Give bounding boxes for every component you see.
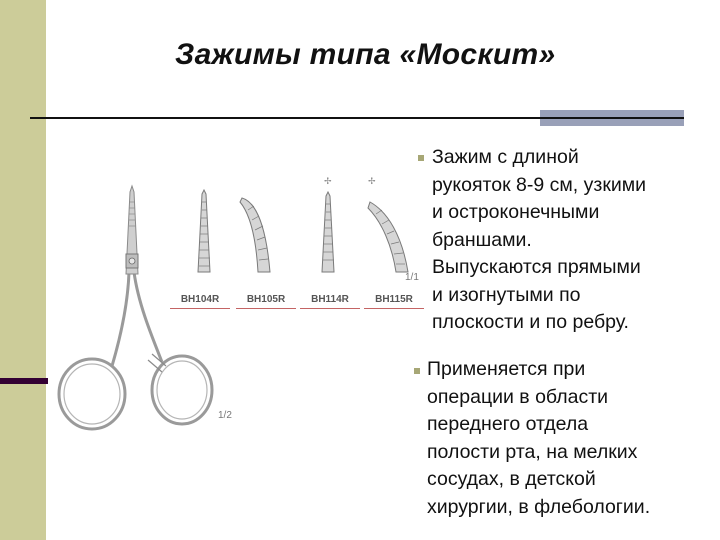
paragraph-line: Выпускаются прямыми <box>432 256 641 278</box>
tip-label: BH105R <box>236 294 296 309</box>
paragraph-description <box>432 144 646 337</box>
paragraph-line: браншами. <box>432 228 532 251</box>
tip-label: BH104R <box>170 294 230 309</box>
forceps-figure <box>52 162 422 434</box>
paragraph-line: полости рта, на мелких <box>427 440 638 463</box>
paragraph-line: плоскости и по ребру. <box>432 311 629 333</box>
paragraph-line: рукояток 8-9 см, узкими <box>432 173 647 196</box>
tip-label: BH115R <box>364 294 424 309</box>
paragraph-line: переднего отдела <box>427 413 589 435</box>
slide-title: Зажимы типа «Москит» <box>175 38 556 71</box>
tip-label: BH114R <box>300 294 360 309</box>
scale-label-bottom: 1/2 <box>218 410 232 421</box>
bullet-marker <box>414 368 420 374</box>
paragraph-line: хирургии, в флебологии. <box>427 495 651 518</box>
left-bar-accent <box>0 378 48 384</box>
scale-label-top: 1/1 <box>405 272 419 283</box>
paragraph-line: Применяется при <box>427 358 586 380</box>
paragraph-line: операции в области <box>427 385 609 408</box>
svg-text:✢: ✢ <box>324 177 332 187</box>
title-rule-accent <box>540 110 684 126</box>
left-decorative-bar <box>0 0 46 540</box>
paragraph-line: Зажим с длиной <box>432 146 579 168</box>
paragraph-line: сосудах, в детской <box>427 468 596 490</box>
bullet-marker <box>418 155 424 161</box>
paragraph-line: и остроконечными <box>432 201 600 223</box>
paragraph-usage <box>427 356 650 521</box>
paragraph-line: и изогнутыми по <box>432 283 581 306</box>
svg-text:✢: ✢ <box>368 177 376 187</box>
